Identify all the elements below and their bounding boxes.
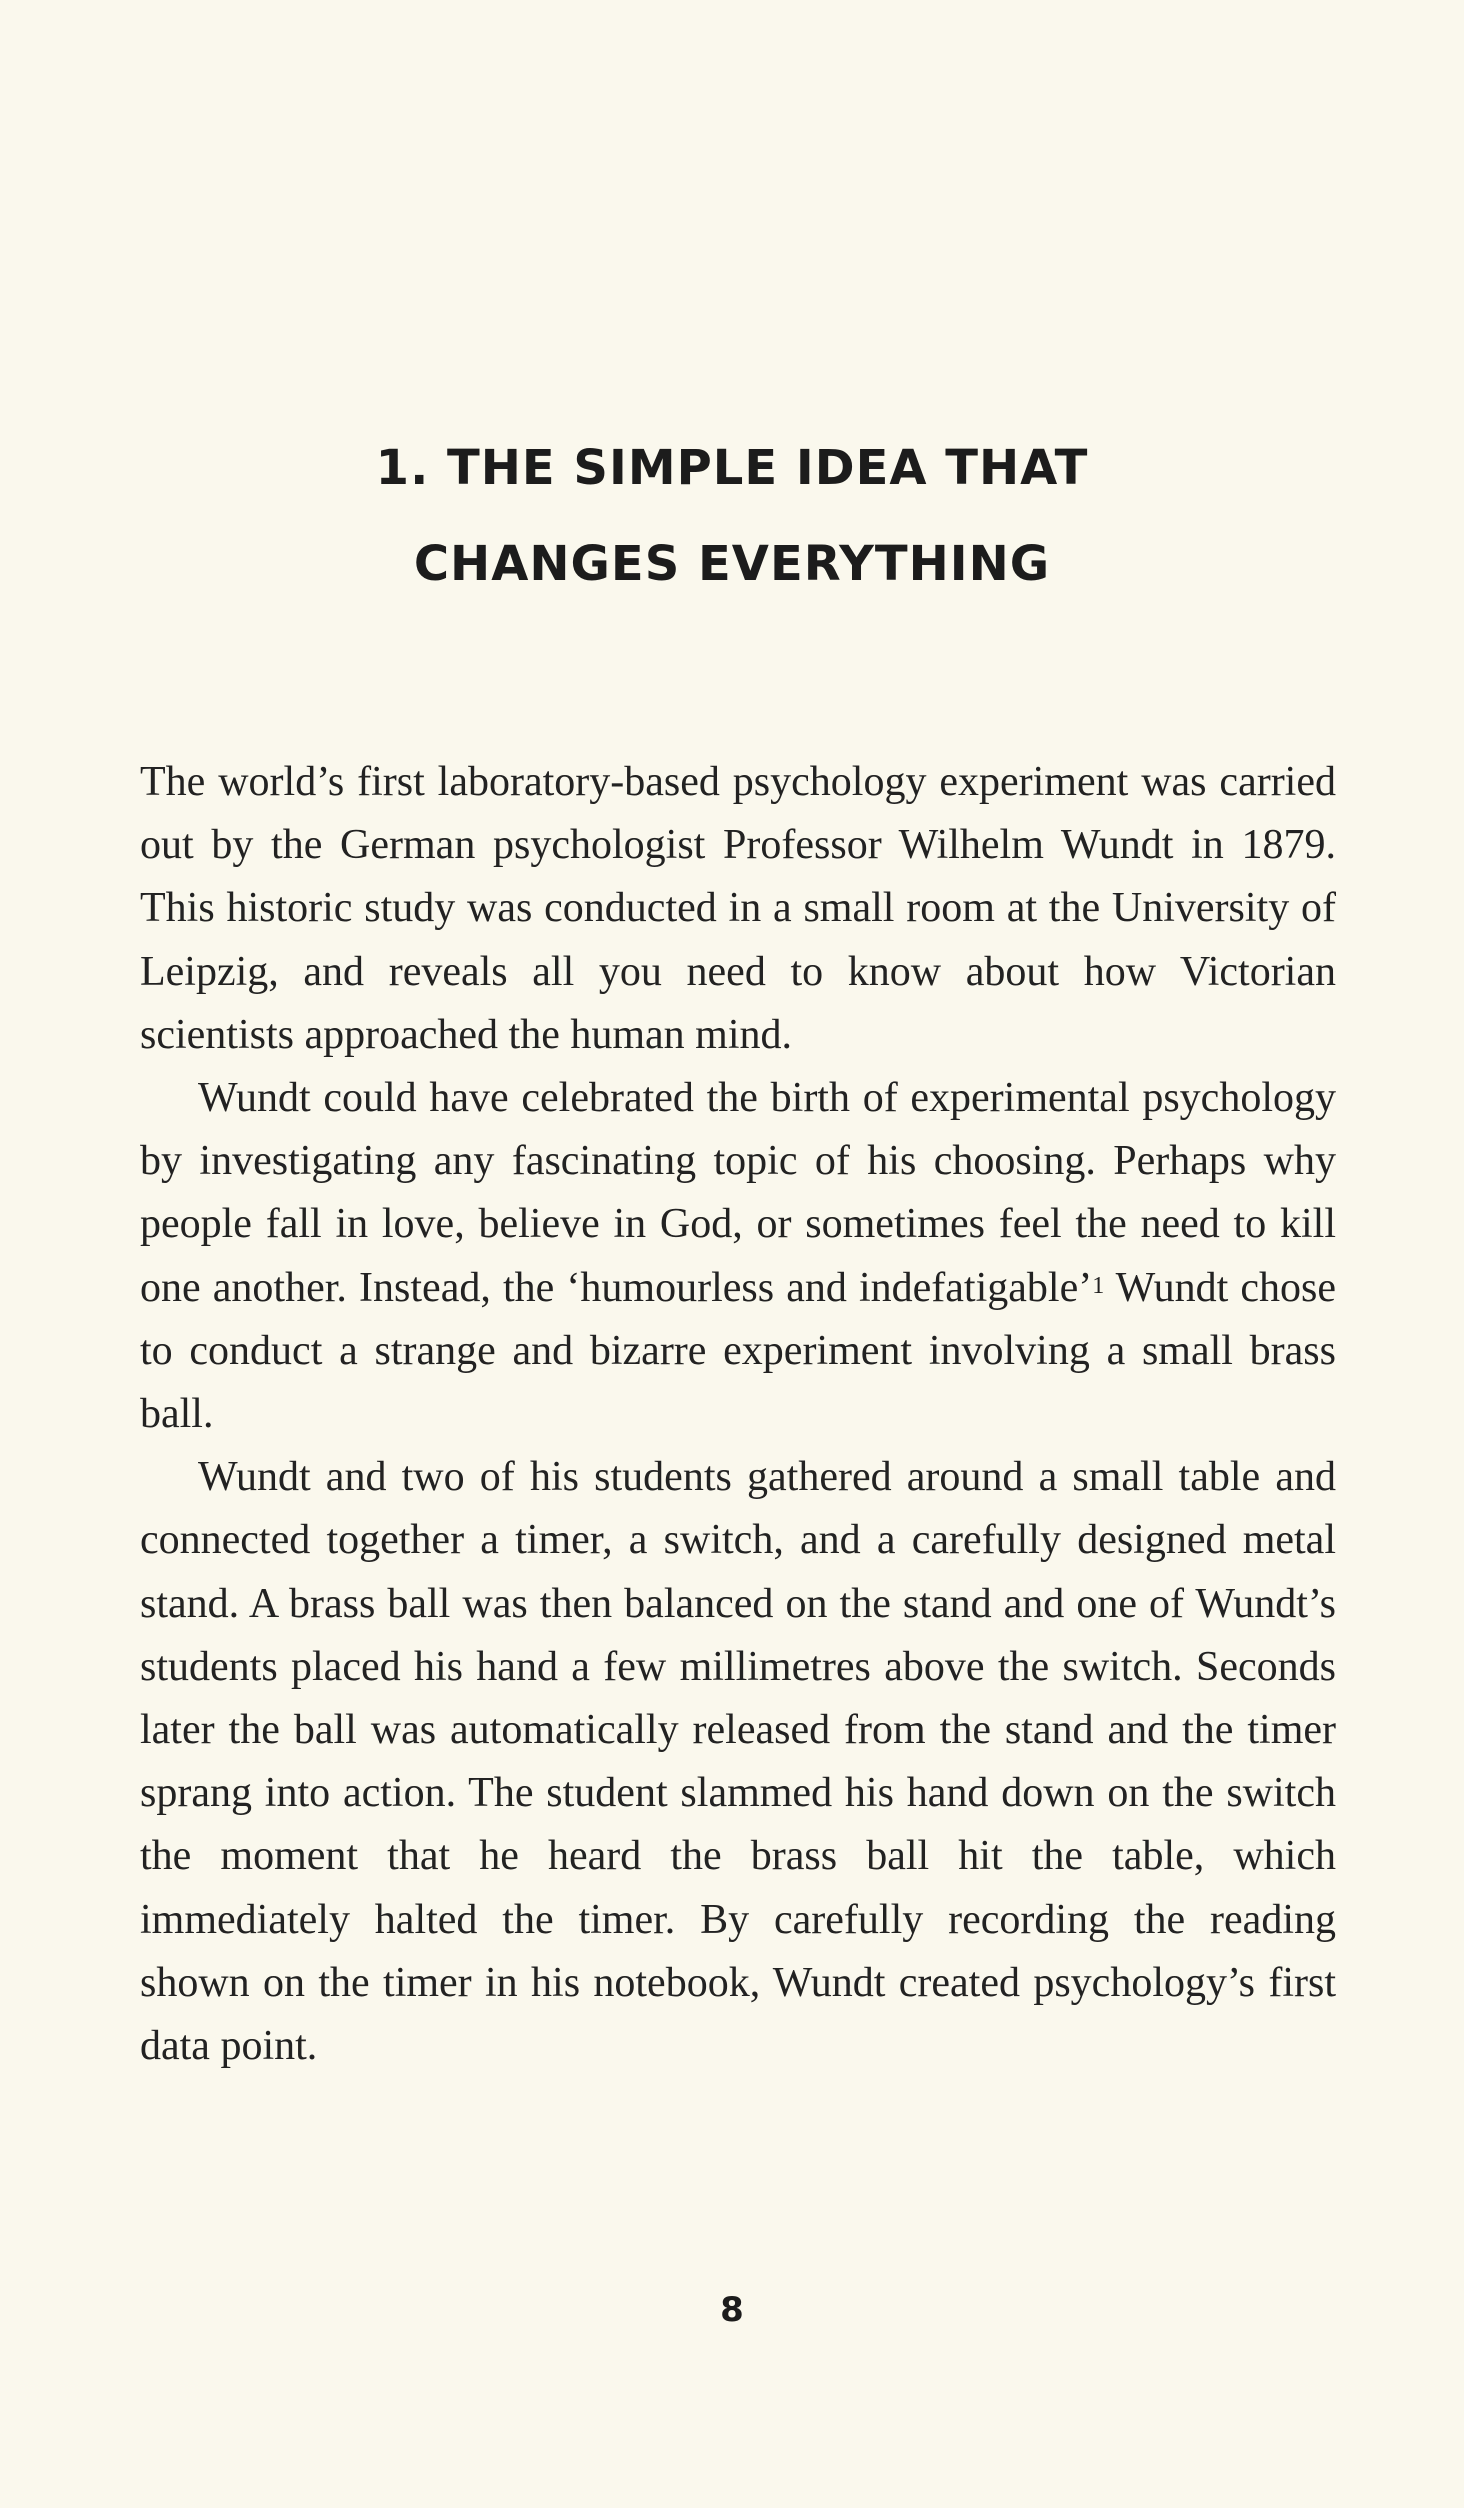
paragraph-3: Wundt and two of his students gathered around a small table and connected together a timer, a switch, and a carefully designed metal stand. A brass ball was then balanced on the stand and one of Wundt’s students placed his hand a few millimetres above the switch. Seconds later the ball was automatically released from the stand and the timer sprang into action. The student slammed his hand down on the switch the moment that he heard the brass ball hit the table, which immediately halted the timer. By carefully recording the reading shown on the timer in his notebook, Wundt created psychology’s first data point. <box>140 1454 1336 2070</box>
paragraph-2 <box>140 1067 1336 1446</box>
chapter-body <box>140 751 1336 2078</box>
chapter-title-line-2: CHANGES EVERYTHING <box>413 536 1051 592</box>
page-number: 8 <box>720 2290 744 2330</box>
chapter-title <box>200 420 1264 612</box>
paragraph-1: The world’s first laboratory-based psychology experiment was carried out by the German psychologist Professor Wilhelm Wundt in 1879. This historic study was conducted in a small room at the University of Leipzig, and reveals all you need to know about how Victorian scientists approached the human mind. <box>140 759 1336 1058</box>
chapter-title-line-1: 1. THE SIMPLE IDEA THAT <box>375 440 1089 496</box>
paragraph-2-text-before-note: Wundt could have celebrated the birth of experimental psychology by investigating any fascinating topic of his choosing. Perhaps why people fall in love, believe in God, or sometimes feel the need to kill one another. Instead, the ‘humourless and indefatigable’ <box>140 1075 1336 1311</box>
paragraph-2-text-after-note: Wundt chose to conduct a strange and bizarre experiment involving a small brass ball. <box>140 1264 1337 1438</box>
footnote-marker[interactable]: 1 <box>1092 1272 1105 1299</box>
